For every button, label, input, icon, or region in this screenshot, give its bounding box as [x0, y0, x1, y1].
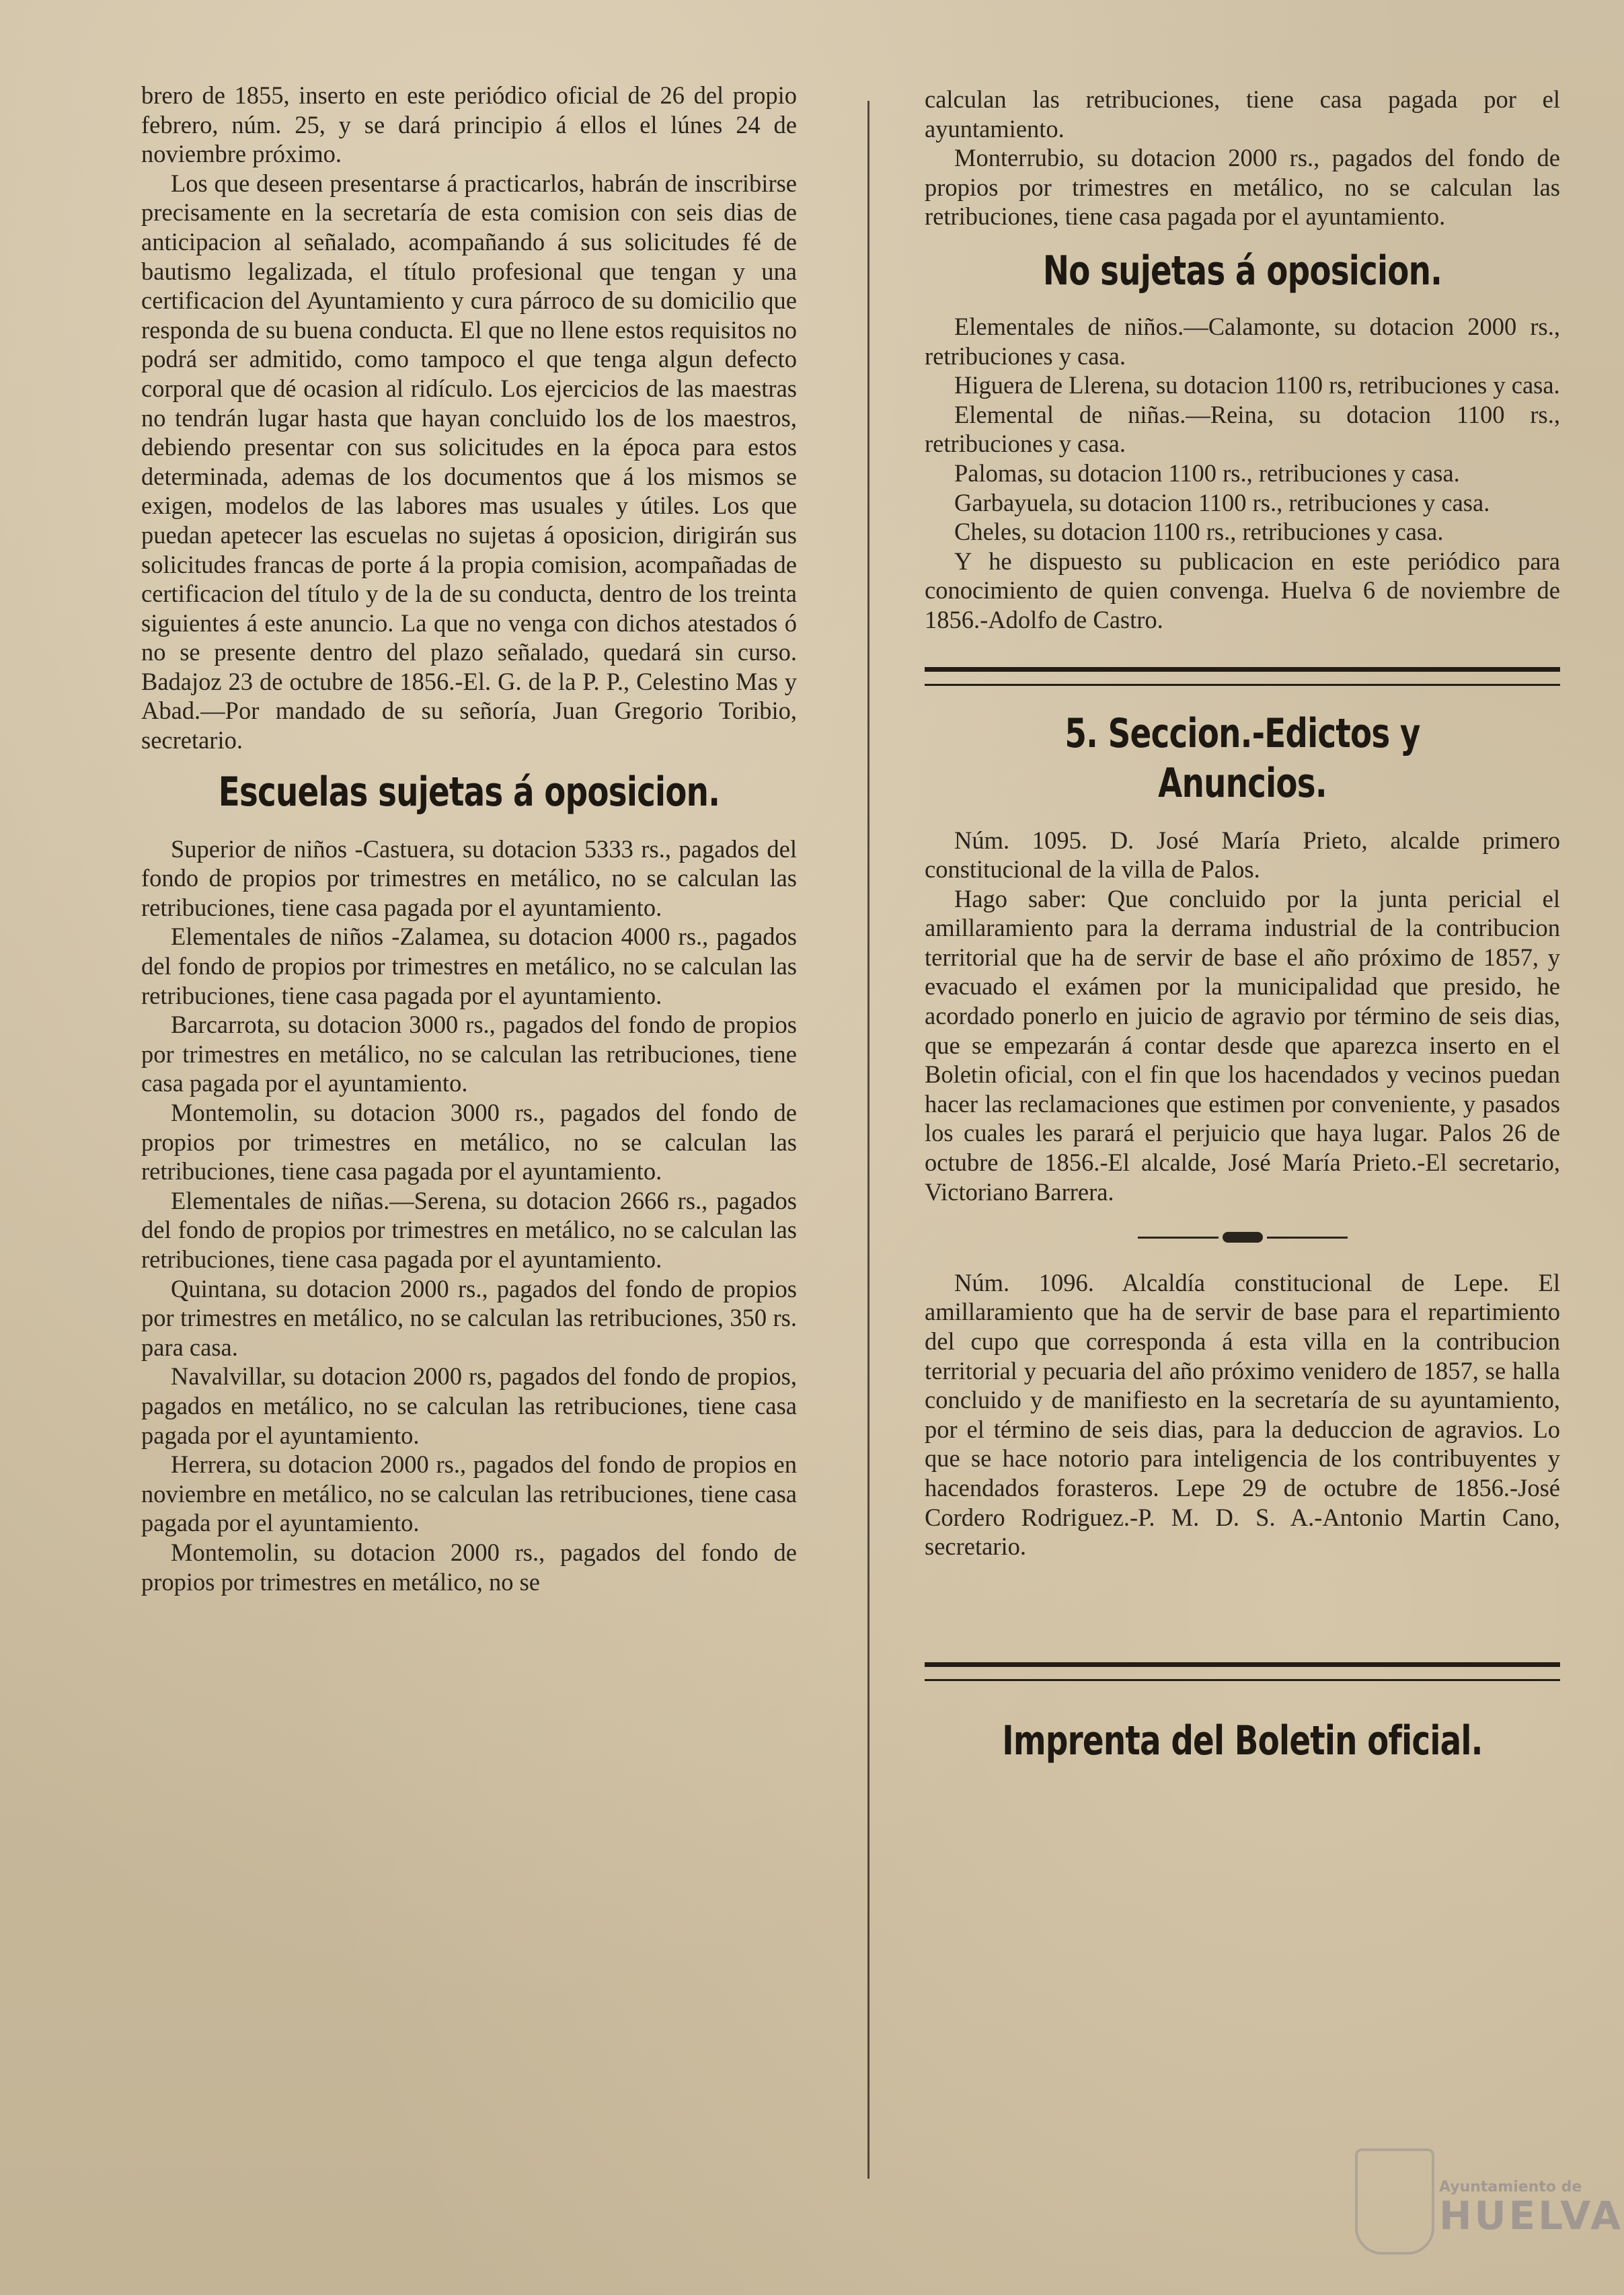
list-item-monterrubio: Monterrubio, su dotacion 2000 rs., pagados del fondo de propios por trimestres en metálico, no se calculan las retribuciones, tiene casa pagada por el ayuntamiento. — [925, 144, 1560, 231]
list-item-montemolin-1: Montemolin, su dotacion 3000 rs., pagados del fondo de propios por trimestres en metálico, no se calculan las retribuciones, tiene casa pagada por el ayuntamiento. — [141, 1099, 797, 1185]
list-item-navalvillar: Navalvillar, su dotacion 2000 rs, pagados del fondo de propios, pagados en metálico, no se calculan las retribuciones, tiene casa pagada por el ayuntamiento. — [141, 1362, 797, 1449]
list-item-zalamea: Elementales de niños -Zalamea, su dotacion 4000 rs., pagados del fondo de propios por trimestres en metálico, no se calculan las retribuciones, tiene casa pagada por el ayuntamiento. — [141, 923, 797, 1009]
heading-seccion-edictos: 5. Seccion.-Edictos y Anuncios. — [1065, 709, 1420, 807]
watermark-line2: HUELVA — [1439, 2193, 1624, 2239]
list-item-palomas: Palomas, su dotacion 1100 rs., retribuciones y casa. — [954, 459, 1460, 487]
watermark-seal — [1355, 2148, 1434, 2255]
notice-1096: Núm. 1096. Alcaldía constitucional de Lepe. El amillaramiento que ha de servir de base para el repartimiento del cupo que corresponda á esta villa en la contribucion territorial y pecuaria del año próximo venidero de 1857, se halla concluido y de manifiesto en la secretaría de su ayuntamiento, por el término de seis dias, para la deduccion de agravios. Lo que se hace notorio para inteligencia de los contribuyentes y hacendados forasteros. Lepe 29 de octubre de 1856.-José Cordero Rodriguez.-P. M. D. S. A.-Antonio Martin Cano, secretario. — [925, 1268, 1560, 1561]
paragraph-continuation: brero de 1855, inserto en este periódico oficial de 26 del propio febrero, núm. 25, y se dará principio á ellos el lúnes 24 de noviembre próximo. — [141, 81, 797, 168]
ornament-divider — [925, 1221, 1560, 1251]
list-item-quintana: Quintana, su dotacion 2000 rs., pagados del fondo de propios por trimestres en metálico, no se calculan las retribuciones, 350 rs. para casa. — [141, 1274, 797, 1361]
list-item-higuera: Higuera de Llerena, su dotacion 1100 rs, retribuciones y casa. — [954, 371, 1560, 399]
list-item-montemolin-2: Montemolin, su dotacion 2000 rs., pagados del fondo de propios por trimestres en metálico, no se — [141, 1538, 797, 1596]
notice-1095-title: Núm. 1095. D. José María Prieto, alcalde primero constitucional de la villa de Palos. — [925, 826, 1560, 884]
list-item-garbayuela: Garbayuela, su dotacion 1100 rs., retribuciones y casa. — [954, 488, 1490, 516]
list-item-barcarrota: Barcarrota, su dotacion 3000 rs., pagados del fondo de propios por trimestres en metálico, no se calculan las retribuciones, tiene casa pagada por el ayuntamiento. — [141, 1011, 797, 1097]
paragraph-continuation-right: calculan las retribuciones, tiene casa pagada por el ayuntamiento. — [925, 85, 1560, 143]
heading-escuelas-sujetas: Escuelas sujetas á oposicion. — [218, 768, 720, 816]
section-rule — [925, 667, 1560, 686]
right-column — [925, 85, 1560, 1766]
paragraph-practicas: Los que deseen presentarse á practicarlos, habrán de inscribirse precisamente en la secretaría de esta comision con seis dias de anticipacion al señalado, acompañando á sus solicitudes fé de bautismo legalizada, el título profesional que tengan y una certificacion del Ayuntamiento y cura párroco de su domicilio que responda de su buena conducta. El que no llene estos requisitos no podrá ser admitido, como tampoco el que tenga algun defecto corporal que dé ocasion al ridículo. Los ejercicios de las maestras no tendrán lugar hasta que hayan concluido los de los maestros, debiendo presentar con sus solicitudes en la época para estos determinada, ademas de los documentos que á los mismos se exigen, modelos de las labores mas usuales y útiles. Los que puedan apetecer las escuelas no sujetas á oposicion, dirigirán sus solicitudes francas de porte á la propia comision, acompañadas de certificacion del título y de la de su conducta, dentro de los treinta siguientes á este anuncio. La que no venga con dichos atestados ó no se presente dentro del plazo señalado, quedará sin curso. Badajoz 23 de octubre de 1856.-El. G. de la P. P., Celestino Mas y Abad.—Por mandado de su señoría, Juan Gregorio Toribio, secretario. — [141, 169, 797, 754]
list-item-cheles: Cheles, su dotacion 1100 rs., retribuciones y casa. — [954, 518, 1444, 546]
watermark-text — [1439, 2179, 1624, 2239]
list-item-calamonte: Elementales de niños.—Calamonte, su dotacion 2000 rs., retribuciones y casa. — [925, 312, 1560, 370]
paragraph-publicacion: Y he dispuesto su publicacion en este periódico para conocimiento de quien convenga. Huelva 6 de noviembre de 1856.-Adolfo de Castro. — [925, 547, 1560, 633]
list-item-serena: Elementales de niñas.—Serena, su dotacion 2666 rs., pagados del fondo de propios por trimestres en metálico, no se calculan las retribuciones, tiene casa pagada por el ayuntamiento. — [141, 1186, 797, 1273]
watermark-line1: Ayuntamiento de — [1439, 2179, 1582, 2195]
list-item-castuera: Superior de niños -Castuera, su dotacion 5333 rs., pagados del fondo de propios por trimestres en metálico, no se calculan las retribuciones, tiene casa pagada por el ayuntamiento. — [141, 834, 797, 921]
notice-1095-body: Hago saber: Que concluido por la junta pericial el amillaramiento para la derrama industrial de la contribucion territorial que ha de servir de base el año próximo de 1857, y evacuado el exámen por la municipalidad que presido, he acordado ponerlo en juicio de agravio por término de seis dias, que se empezarán á contar desde que aparezca inserto en el Boletin oficial, con el fin que los hacendados y vecinos puedan hacer las reclamaciones que estimen por conveniente, y pasados los cuales les parará el perjuicio que haya lugar. Palos 26 de octubre de 1856.-El alcalde, José María Prieto.-El secretario, Victoriano Barrera. — [925, 884, 1560, 1206]
heading-no-sujetas: No sujetas á oposicion. — [1042, 247, 1442, 295]
list-item-reina: Elemental de niñas.—Reina, su dotacion 1100 rs., retribuciones y casa. — [925, 400, 1560, 458]
imprint-rule — [925, 1662, 1560, 1681]
column-divider — [867, 101, 869, 2179]
imprint-heading: Imprenta del Boletin oficial. — [1002, 1717, 1483, 1764]
list-item-herrera: Herrera, su dotacion 2000 rs., pagados del fondo de propios en noviembre en metálico, no se calculan las retribuciones, tiene casa pagada por el ayuntamiento. — [141, 1450, 797, 1537]
left-column — [141, 81, 797, 1596]
